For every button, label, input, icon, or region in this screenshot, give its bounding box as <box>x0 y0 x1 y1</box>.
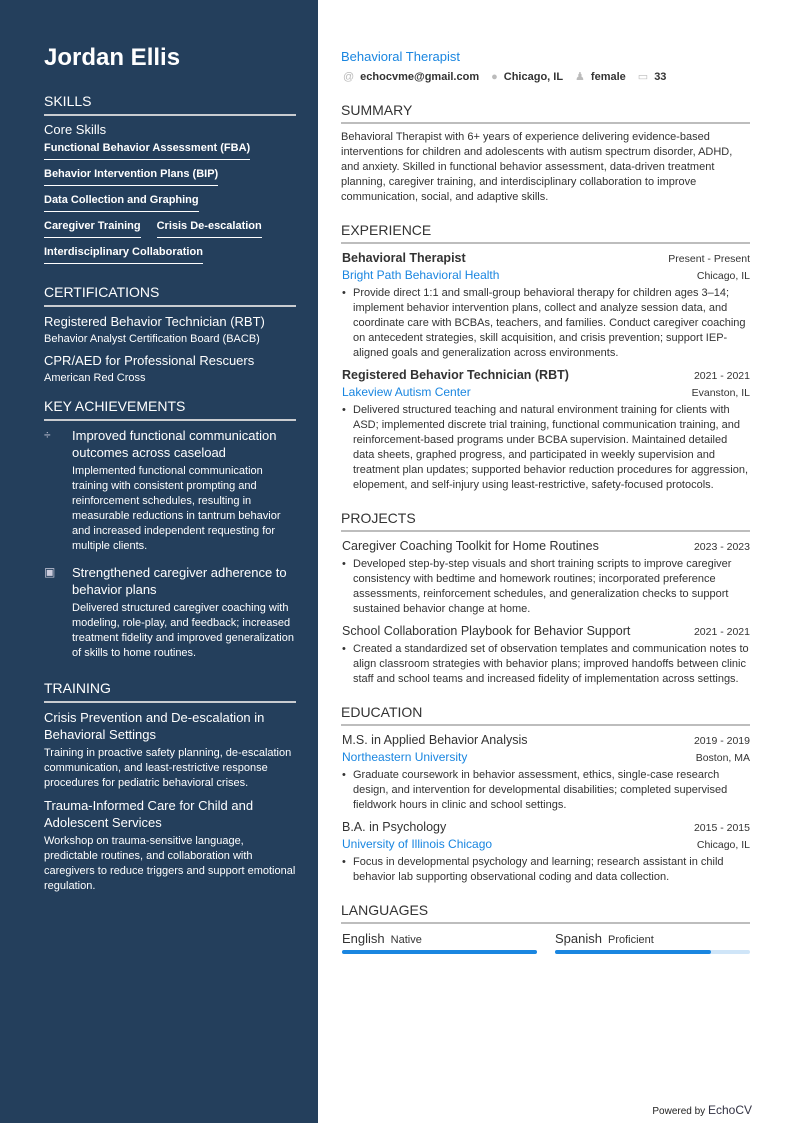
project-item <box>341 538 750 617</box>
language-level: Proficient <box>607 934 654 946</box>
skills-heading: SKILLS <box>44 92 296 116</box>
person-icon: ♟ <box>575 71 585 83</box>
position-title: Registered Behavior Technician (RBT) <box>342 368 569 382</box>
training-desc: Workshop on trauma-sensitive language, predictable routines, and collaboration with caregivers to reduce triggers and support emotional regulation. <box>44 835 296 892</box>
dates: 2021 - 2021 <box>693 626 750 638</box>
powered-label: Powered by <box>652 1106 706 1117</box>
achievement-desc: Implemented functional communication training with consistent prompting and reinforcement schedules, resulting in measurable reductions in tantrum behavior and increased independent requesting for multiple clients. <box>72 465 281 552</box>
proficiency-bar <box>342 950 537 954</box>
achievements-heading: KEY ACHIEVEMENTS <box>44 397 296 421</box>
skill-chip: Behavior Intervention Plans (BIP) <box>44 167 218 186</box>
training-title: Trauma-Informed Care for Child and Adolescent Services <box>44 798 254 830</box>
skill-chip: Crisis De-escalation <box>157 219 262 238</box>
main-column <box>341 48 750 954</box>
degree: M.S. in Applied Behavior Analysis <box>342 733 528 747</box>
candidate-name: Jordan Ellis <box>44 44 181 71</box>
skill-chip: Caregiver Training <box>44 219 141 238</box>
cert-name: Registered Behavior Technician (RBT) <box>44 314 265 329</box>
brand-link[interactable]: EchoCV <box>707 1103 752 1117</box>
language-name: English <box>342 931 385 946</box>
language-item <box>342 930 537 954</box>
location: Boston, MA <box>695 752 750 764</box>
project-item <box>341 623 750 687</box>
location: Evanston, IL <box>691 387 750 399</box>
certifications-heading: CERTIFICATIONS <box>44 283 296 307</box>
location: Chicago, IL <box>696 270 750 282</box>
powered-by <box>652 1103 752 1117</box>
proficiency-fill <box>555 950 711 954</box>
skills-list <box>44 141 296 271</box>
achievement-item <box>44 427 296 560</box>
education-heading: EDUCATION <box>341 703 750 726</box>
language-item <box>555 930 750 954</box>
employer: Lakeview Autism Center <box>342 385 471 399</box>
languages-list <box>342 930 750 954</box>
achievement-title: Improved functional communication outcomes across caseload <box>72 428 277 460</box>
language-level: Native <box>390 934 422 946</box>
age: 33 <box>654 71 667 83</box>
job-title: Behavioral Therapist <box>341 49 460 64</box>
achievement-desc: Delivered structured caregiver coaching with modeling, role-play, and feedback; increased treatment fidelity and improved generalization of skills to home routines. <box>72 602 294 659</box>
contact-row <box>343 69 750 85</box>
training-heading: TRAINING <box>44 679 296 703</box>
school: University of Illinois Chicago <box>342 837 493 851</box>
cert-issuer: Behavior Analyst Certification Board (BACB) <box>44 333 260 345</box>
location: Chicago, IL <box>503 71 564 83</box>
languages-heading: LANGUAGES <box>341 901 750 924</box>
divide-icon: ÷ <box>44 428 51 442</box>
training-title: Crisis Prevention and De-escalation in Behavioral Settings <box>44 710 265 742</box>
dates: 2023 - 2023 <box>693 541 750 553</box>
calendar-icon: ▭ <box>637 71 649 83</box>
achievement-item <box>44 564 296 667</box>
education-item <box>341 819 750 885</box>
bullet: • Graduate coursework in behavior assessment, ethics, single-case research design, and intervention for developmental disabilities; completed supervised fieldwork hours in clinic and school settings. <box>353 768 750 813</box>
sidebar <box>0 0 318 1123</box>
education-item <box>341 732 750 813</box>
language-name: Spanish <box>555 931 602 946</box>
project-title: School Collaboration Playbook for Behavior Support <box>342 624 631 638</box>
training-desc: Training in proactive safety planning, de-escalation communication, and least-restrictive response procedures for pediatric behavioral crises. <box>44 747 292 789</box>
dates: 2021 - 2021 <box>693 370 750 382</box>
cert-name: CPR/AED for Professional Rescuers <box>44 353 255 368</box>
summary-heading: SUMMARY <box>341 101 750 124</box>
school: Northeastern University <box>342 750 468 764</box>
bullet: • Created a standardized set of observation templates and communication notes to align classroom strategies with behavior plans; improved handoffs between clinic staff and school teams and increased fidelity of implementation across settings. <box>353 642 750 687</box>
projects-heading: PROJECTS <box>341 509 750 532</box>
experience-item <box>341 367 750 493</box>
degree: B.A. in Psychology <box>342 820 447 834</box>
dates: 2019 - 2019 <box>693 735 750 747</box>
dates: Present - Present <box>668 253 750 265</box>
at-icon: @ <box>343 71 355 83</box>
location-pin-icon: ● <box>491 71 498 83</box>
bullet: • Focus in developmental psychology and learning; research assistant in child behavior lab supporting observational coding and data collection. <box>353 855 750 885</box>
summary-text: Behavioral Therapist with 6+ years of experience delivering evidence-based interventions for children and adolescents with autism spectrum disorder, ADHD, and anxiety. Skilled in functional behavior assessment, data-driven treatment planning, caregiver training, and interdisciplinary collaboration to improve communication, social, and adaptive skills. <box>341 131 733 203</box>
email: echocvme@gmail.com <box>360 71 480 83</box>
bullet: • Developed step-by-step visuals and short training scripts to improve caregiver consistency with bedtime and homework routines; incorporated preference assessments, reinforcement schedules, and generalization checks to support sustained behavior change at home. <box>353 557 750 617</box>
bullet: • Provide direct 1:1 and small-group behavioral therapy for children ages 3–14; implement behavior intervention plans, collect and analyze session data, and coordinate care with BCBAs, teachers, and families. Conduct caregiver coaching on antecedent strategies, skill acquisition, and crisis prevention; support IEP-aligned goals and generalization across environments. <box>353 286 750 361</box>
dates: 2015 - 2015 <box>693 822 750 834</box>
core-skills-label: Core Skills <box>44 122 107 137</box>
gender: female <box>590 71 626 83</box>
skill-chip: Data Collection and Graphing <box>44 193 199 212</box>
position-title: Behavioral Therapist <box>342 251 466 265</box>
proficiency-bar <box>555 950 750 954</box>
proficiency-fill <box>342 950 537 954</box>
experience-item <box>341 250 750 361</box>
bullet: • Delivered structured teaching and natural environment training for clients with ASD; implemented discrete trial training, functional communication training, and reinforcement-based programs under BCBA supervision. Maintained detailed data sheets, graphed progress, and participated in weekly supervision and treatment plan updates; supported behavior reduction procedures for aggression, elopement, and self-injury using least-restrictive, safety-focused protocols. <box>353 403 750 493</box>
cert-issuer: American Red Cross <box>44 372 146 384</box>
skill-chip: Interdisciplinary Collaboration <box>44 245 203 264</box>
calendar-icon: ▣ <box>44 565 56 579</box>
location: Chicago, IL <box>696 839 750 851</box>
skill-chip: Functional Behavior Assessment (FBA) <box>44 141 250 160</box>
achievement-title: Strengthened caregiver adherence to behavior plans <box>72 565 287 597</box>
project-title: Caregiver Coaching Toolkit for Home Routines <box>342 539 599 553</box>
employer: Bright Path Behavioral Health <box>342 268 500 282</box>
experience-heading: EXPERIENCE <box>341 221 750 244</box>
